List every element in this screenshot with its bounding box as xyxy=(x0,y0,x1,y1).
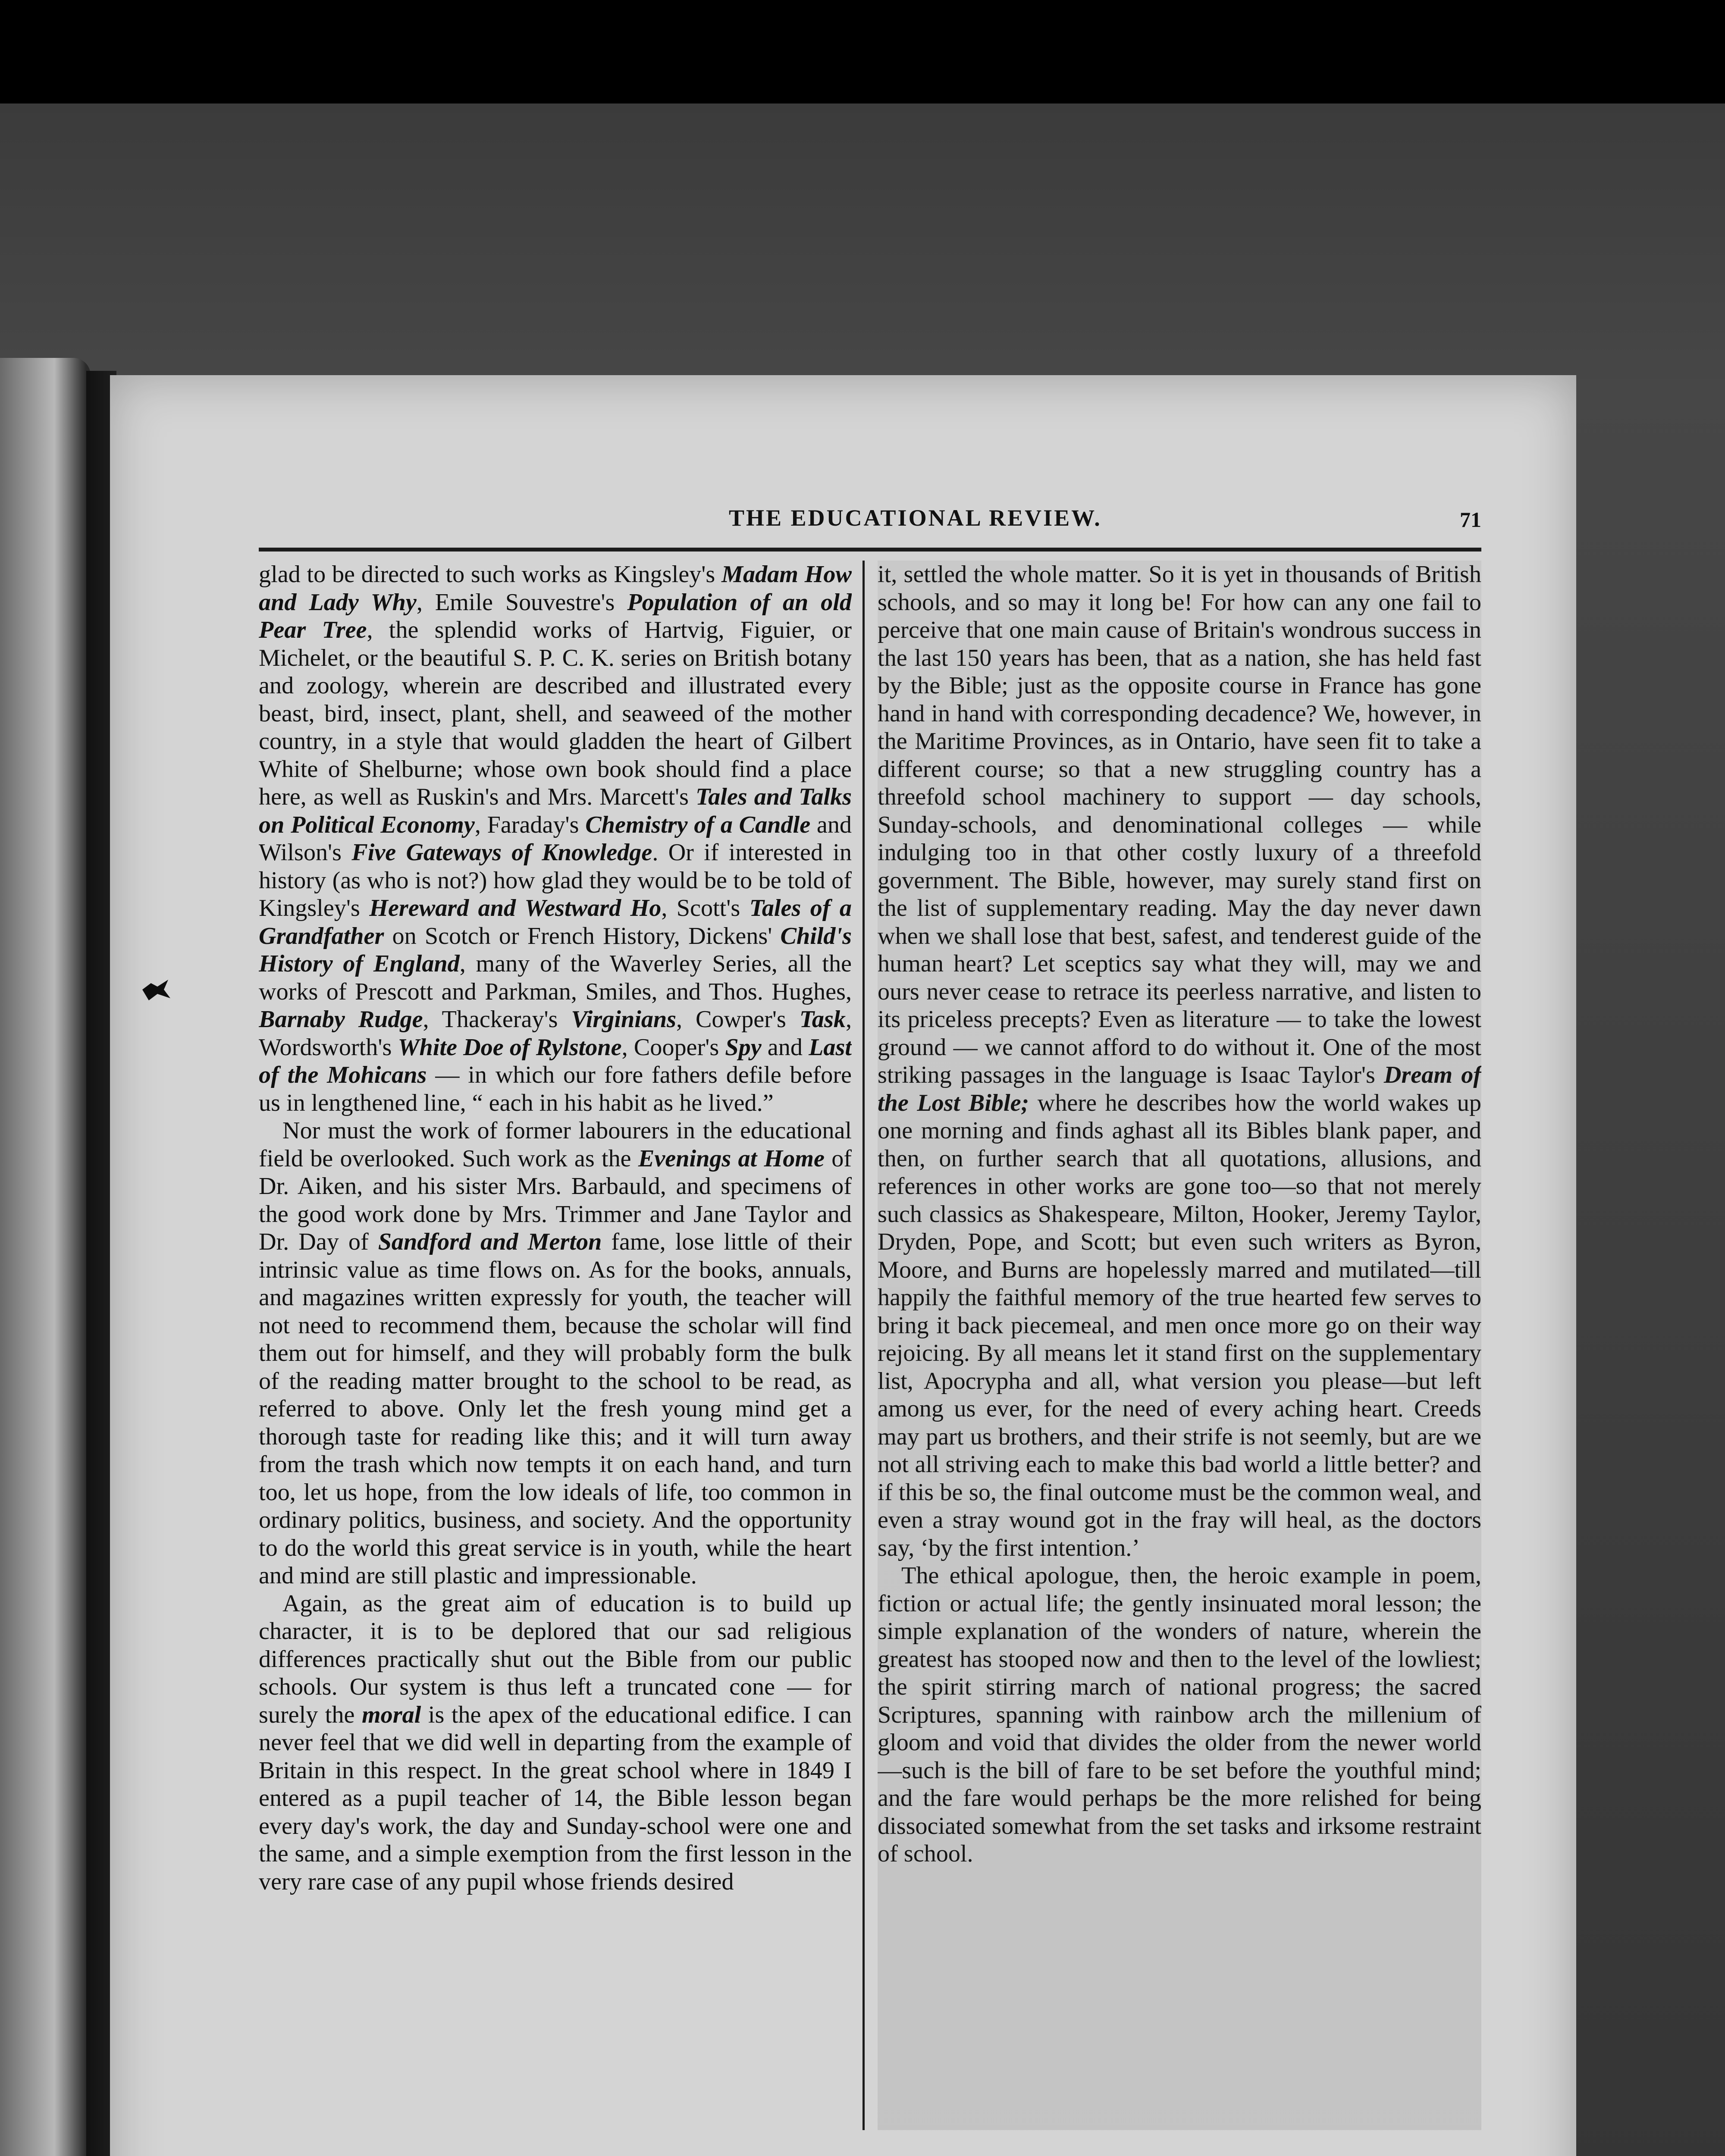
italic-title: Tales of a Grandfather xyxy=(259,895,852,950)
italic-title: Spy xyxy=(725,1034,762,1061)
italic-title: Virginians xyxy=(571,1006,677,1033)
italic-title: Five Gateways of Knowledge xyxy=(351,839,652,866)
text-run: , Faraday's xyxy=(474,811,586,838)
text-run: , Cooper's xyxy=(621,1034,725,1061)
left-paragraph-2 xyxy=(259,1117,852,1590)
italic-title: moral xyxy=(361,1701,421,1728)
text-run: , Scott's xyxy=(661,895,750,921)
text-run: Again, as the great aim of education is to build up character, it is to be deplored that our sad religious differences practically shut out the Bible from our public schools. Our system is thus left a truncated cone — for surely the xyxy=(259,1590,852,1728)
text-run: The ethical apologue, then, the heroic example in poem, fiction or actual life; the gently insinuated moral lesson; the simple explanation of the wonders of nature, wherein the greatest has stooped now and then to the level of the lowliest; the spirit stirring march of national progress; the sacred Scriptures, spanning with rainbow arch the millenium of gloom and void that divides the older from the newer world —such is the bill of fare to be set before the youthful mind; and the fare would perhaps be the more relished for being dissociated somewhat from the set tasks and irksome restraint of school. xyxy=(878,1562,1481,1867)
italic-title: Tales and Talks on Political Economy xyxy=(259,783,852,838)
right-column xyxy=(878,561,1481,2130)
italic-title: White Doe of Rylstone xyxy=(398,1034,622,1061)
right-paragraph-2 xyxy=(878,1562,1481,1868)
facing-page-edge xyxy=(0,358,91,2156)
italic-title: Population of an old Pear Tree xyxy=(259,589,852,643)
text-run: Nor must the work of former labourers in the educational field be overlooked. Such work as the xyxy=(259,1117,852,1172)
page-number: 71 xyxy=(1460,508,1481,532)
italic-title: Barnaby Rudge xyxy=(259,1006,423,1033)
text-run: and xyxy=(761,1034,809,1061)
text-run: is the apex of the educational edifice. I can never feel that we did well in departing from the example of Britain in this respect. In the great school where in 1849 I entered as a pupil teacher of 14, the Bible lesson began every day's work, the day and Sunday-school were one and the same, and a simple exemption from the first lesson in the very rare case of any pupil whose friends desired xyxy=(259,1701,852,1895)
left-column xyxy=(259,561,852,2130)
text-run: , Thackeray's xyxy=(423,1006,571,1033)
running-head xyxy=(259,505,1481,530)
page-header-title: THE EDUCATIONAL REVIEW. xyxy=(729,505,1102,531)
text-run: , many of the Waverley Series, all the works of Prescott and Parkman, Smiles, and Thos. Hughes, xyxy=(259,950,852,1005)
italic-title: Child's History of England xyxy=(259,922,852,977)
header-rule xyxy=(259,548,1481,552)
text-run: fame, lose little of their intrinsic value as time flows on. As for the books, annuals, and magazines written expressly for youth, the teacher will not need to recommend them, because the scholar will find them out for himself, and they will probably form the bulk of the reading matter brought to the school to be read, as referred to above. Only let the fresh young mind get a thorough taste for reading like this; and it will turn away from the trash which now tempts it on each hand, and turn too, let us hope, from the low ideals of life, too common in ordinary politics, business, and society. And the opportunity to do the world this great service is in youth, while the heart and mind are still plastic and impressionable. xyxy=(259,1228,852,1589)
italic-title: Hereward and Westward Ho xyxy=(369,895,662,921)
text-run: . Or if interested in history (as who is not?) how glad they would be to be told of Kingsley's xyxy=(259,839,852,921)
italic-title: Last of the Mohicans xyxy=(259,1034,852,1088)
italic-title: Madam How and Lady Why xyxy=(259,561,852,616)
italic-title: Sandford and Merton xyxy=(378,1228,602,1255)
book-page xyxy=(110,375,1576,2156)
text-run: , Cowper's xyxy=(676,1006,800,1033)
italic-title: Task xyxy=(799,1006,846,1033)
ink-blot-icon xyxy=(138,975,172,1005)
text-run: — in which our fore fathers defile before us in lengthened line, “ each in his habit as he lived.” xyxy=(259,1062,852,1116)
text-run: glad to be directed to such works as Kingsley's xyxy=(259,561,721,588)
italic-title: Dream of the Lost Bible; xyxy=(878,1062,1481,1116)
left-paragraph-3 xyxy=(259,1590,852,1896)
text-run: of Dr. Aiken, and his sister Mrs. Barbauld, and specimens of the good work done by Mrs. Trimmer and Jane Taylor and Dr. Day of xyxy=(259,1145,852,1255)
text-run: where he describes how the world wakes up one morning and finds aghast all its Bibles blank paper, and then, on further search that all quotations, allusions, and references in other works are gone too—so that not merely such classics as Shakespeare, Milton, Hooker, Jeremy Taylor, Dryden, Pope, and Scott; but even such writers as Byron, Moore, and Burns are hopelessly marred and mutilated—till happily the faithful memory of the true hearted few serves to bring it back piecemeal, and men once more go on their way rejoicing. By all means let it stand first on the supplementary list, Apocrypha and all, what version you please—but left among us ever, for the need of every aching heart. Creeds may part us brothers, and their strife is not seemly, but are we not all striving each to make this bad world a little better? and if this be so, the final outcome must be the common weal, and even a stray wound got in the fray will heal, as the doctors say, ‘by the first intention.’ xyxy=(878,1089,1481,1561)
italic-title: Evenings at Home xyxy=(638,1145,825,1172)
text-run: , Emile Souvestre's xyxy=(416,589,627,616)
text-run: it, settled the whole matter. So it is yet in thousands of British schools, and so may it long be! For how can any one fail to perceive that one main cause of Britain's wondrous success in the last 150 years has been, that as a nation, she has held fast by the Bible; just as the opposite course in France has gone hand in hand with corresponding decadence? We, however, in the Maritime Provinces, as in Ontario, have seen fit to take a different course; so that a new struggling country has a threefold school machinery to support — day schools, Sunday-schools, and denominational colleges — while indulging too in that other costly luxury of a threefold government. The Bible, however, may surely stand first on the list of supplementary reading. May the day never dawn when we shall lose that best, safest, and tenderest guide of the human heart? Let sceptics say what they will, may we and ours never cease to retrace its peerless narrative, and listen to its priceless precepts? Even as literature — to take the lowest ground — we cannot afford to do without it. One of the most striking passages in the language is Isaac Taylor's xyxy=(878,561,1481,1088)
column-divider xyxy=(862,561,865,2130)
right-paragraph-1 xyxy=(878,561,1481,1562)
text-run: and Wilson's xyxy=(259,811,852,866)
text-run: , Wordsworth's xyxy=(259,1006,852,1061)
text-run: , the splendid works of Hartvig, Figuier, or Michelet, or the beautiful S. P. C. K. series on British botany and zoology, wherein are described and illustrated every beast, bird, insect, plant, shell, and seaweed of the mother country, in a style that would gladden the heart of Gilbert White of Shelburne; whose own book should find a place here, as well as Ruskin's and Mrs. Marcett's xyxy=(259,617,852,810)
text-run: on Scotch or French History, Dickens' xyxy=(384,922,781,950)
italic-title: Chemistry of a Candle xyxy=(585,811,811,838)
left-paragraph-1 xyxy=(259,561,852,1117)
